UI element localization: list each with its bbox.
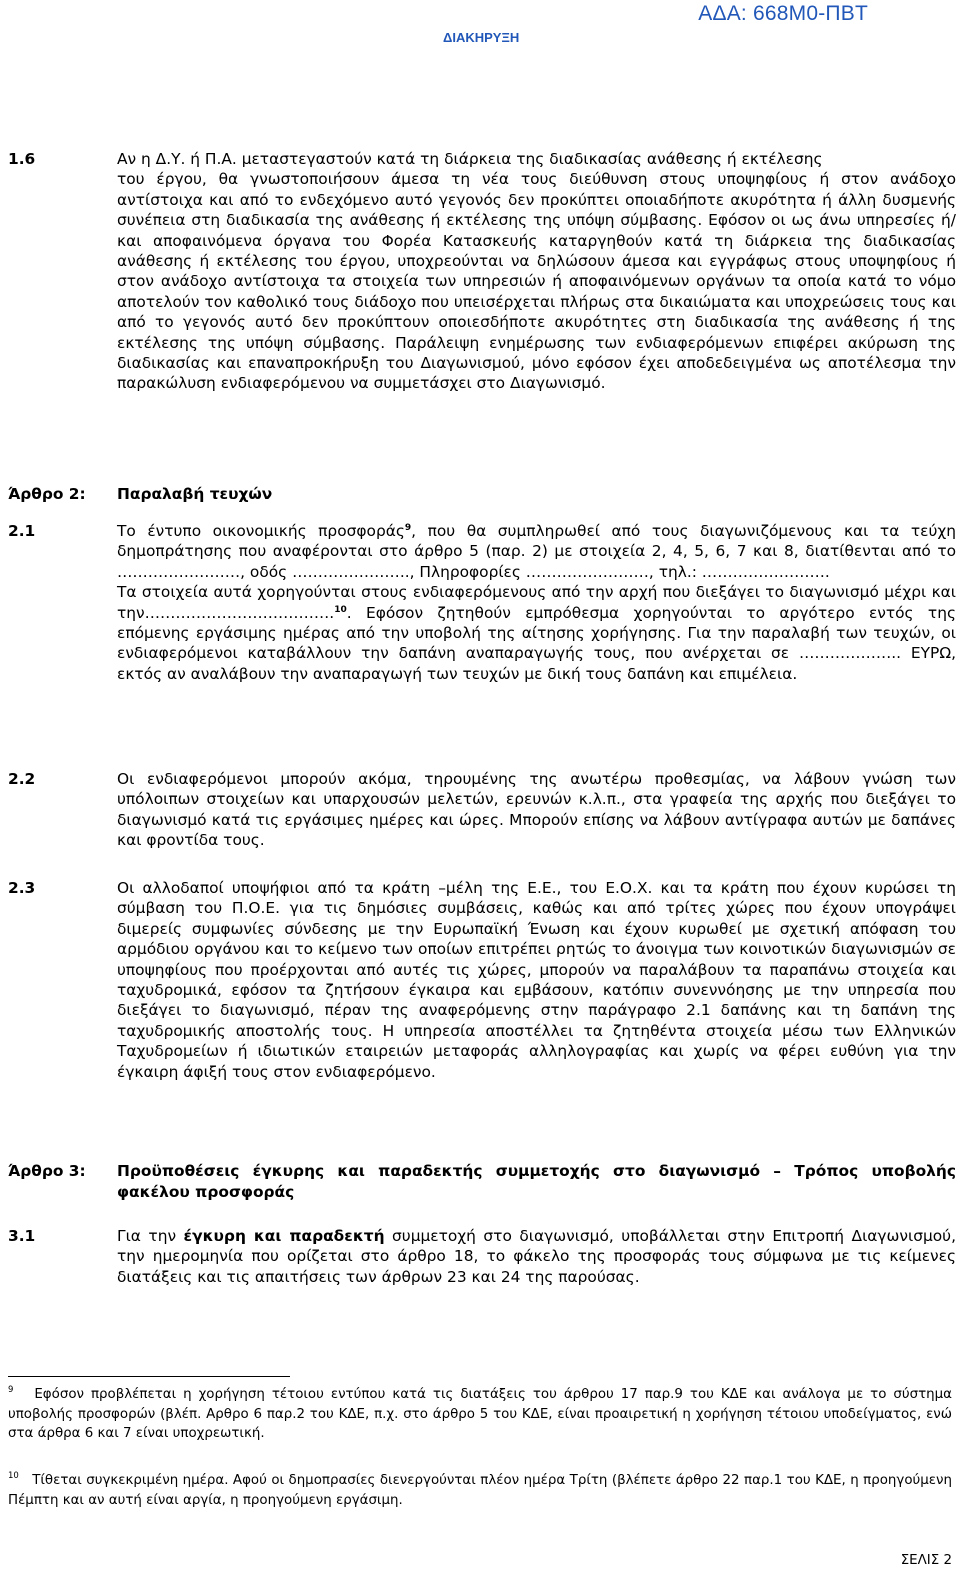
section-number: 3.1 (8, 1227, 36, 1245)
footnote-10 (8, 1471, 952, 1510)
section-number: 2.3 (8, 879, 36, 897)
section-number: 2.2 (8, 770, 36, 788)
section-2-1-text (117, 521, 956, 684)
footnote-text: Εφόσον προβλέπεται η χορήγηση τέτοιου εντύπου κατά τις διατάξεις του άρθρου 17 παρ.9 του ΚΔΕ και ανάλογα με το σύστημα υποβολής προσφορών (βλέπ. Αρθρο 6 παρ.2 του ΚΔΕ, π.χ. στο άρθρο 5 του ΚΔΕ, είναι προαιρετική η χορήγηση τέτοιου υποδείγματος, ενώ στα άρθρα 6 και 7 είναι υποχρεωτική. (8, 1387, 952, 1441)
section-3-1-text (117, 1226, 956, 1287)
footnote-9 (8, 1385, 952, 1444)
footnote-text: Τίθεται συγκεκριμένη ημέρα. Αφού οι δημοπρασίες διενεργούνται πλέον ημέρα Τρίτη (βλέπετε άρθρο 22 παρ.1 του ΚΔΕ, η προηγούμενη Πέμπτη και αν αυτή είναι αργία, η προηγούμενη εργάσιμη. (8, 1473, 952, 1508)
page-number: ΣΕΛΙΣ 2 (900, 1553, 952, 1568)
section-2-3-text: Οι αλλοδαποί υποψήφιοι από τα κράτη –μέλη της Ε.Ε., του Ε.Ο.Χ. και τα κράτη που έχουν κυρώσει τη σύμβαση του Π.Ο.Ε. για τις δημόσιες συμβάσεις, καθώς και από τρίτες χώρες που έχουν υπογράψει διμερείς συμφωνίες σύνδεσης με την Ευρωπαϊκή Ένωση και έχουν κυρωθεί με σχετική απόφαση του αρμόδιου οργάνου και το κείμενο των οποίων επιτρέπει ρητώς το άνοιγμα των κοινοτικών διαγωνισμών σε υποψηφίους που προέρχονται από αυτές τις χώρες, μπορούν να παραλάβουν τα παραπάνω στοιχεία και ταχυδρομικά, εφόσον τα ζητήσουν έγκαιρα και εμβάσουν, κατόπιν συνεννόησης με την υπηρεσία που διεξάγει το διαγωνισμό, πέραν της αναφερόμενης στην παράγραφο 2.1 δαπάνης και τη δαπάνη της ταχυδρομικής αποστολής τους. Η υπηρεσία αποστέλλει τα ζητηθέντα στοιχεία μέσω των Ελληνικών Ταχυδρομείων ή ιδιωτικών εταιρειών μεταφοράς αλληλογραφίας και χωρίς να φέρει ευθύνη για την έγκαιρη άφιξή τους στον ενδιαφερόμενο. (117, 879, 956, 1081)
text-run: . Εφόσον ζητηθούν εμπρόθεσμα χορηγούνται το αργότερο εντός της επόμενης εργάσιμης ημέρας από την υποβολή της αίτησης χορήγησης. Για την παραλαβή των τευχών, οι ενδιαφερόμενοι καταβάλλουν την δαπάνη αναπαραγωγής τους, που ανέρχεται σε ……………….. ΕΥΡΩ, εκτός αν αναλάβουν την αναπαραγωγή των τευχών με δική τους δαπάνη και επιμέλεια. (117, 603, 956, 683)
section-1-6-first-line (8, 149, 956, 169)
text-run: , που θα συμπληρωθεί από τους διαγωνιζόμενους και τα τεύχη δημοπράτησης που αναφέρονται στο άρθρο 5 (παρ. 2) με στοιχεία 2, 4, 5, 6, 7 και 8, διατίθενται από το ……………………, οδός ………………….., Πληροφορίες ……………………, τηλ.: ……………………. (117, 522, 957, 581)
ada-identifier: ΑΔΑ: 668Μ0-ΠΒΤ (698, 2, 868, 25)
article-label: Άρθρο 3: (8, 1162, 86, 1180)
section-1-6-opening: Αν η Δ.Υ. ή Π.Α. μεταστεγαστούν κατά τη διάρκεια της διαδικασίας ανάθεσης ή εκτέλεσης (117, 150, 823, 168)
section-2-1-paragraph-2 (117, 582, 956, 684)
section-number: 2.1 (8, 522, 36, 540)
text-run: Το έντυπο οικονομικής προσφοράς (117, 522, 405, 540)
document-type-label: ΔΙΑΚΗΡΥΞΗ (443, 30, 520, 45)
section-1-6-text: του έργου, θα γνωστοποιήσουν άμεσα τη νέα τους διεύθυνση στους υποψηφίους ή στον ανάδοχο αντίστοιχα και από το ενδεχόμενο αυτό γεγονός δεν προκύπτει οποιαδήποτε ακυρότητα ή άλλη δυσμενής συνέπεια στη διαδικασία της ανάθεσης ή εκτέλεσης της υπόψη σύμβασης. Εφόσον οι ως άνω υπηρεσίες ή/και αποφαινόμενα όργανα του Φορέα Κατασκευής καταργηθούν κατά τη διάρκεια της διαδικασίας ανάθεσης ή εκτέλεσης του έργου, υποχρεούνται να δηλώσουν άμεσα και εγγράφως στους υποψηφίους ή στον ανάδοχο αντίστοιχα τα στοιχεία των υπηρεσιών ή αποφαινόμενων οργάνων τα οποία κατά το νόμο αποτελούν τον καθολικό τους διάδοχο που υπεισέρχεται πλήρως στα δικαιώματα και υποχρεώσεις τους και από το γεγονός αυτό δεν προκύπτουν οποιεσδήποτε ακυρότητες στη διαδικασία της ανάθεσης ή της εκτέλεσης της υπόψη σύμβασης. Παράλειψη ενημέρωσης των ενδιαφερόμενων επιφέρει ακύρωση της διαδικασίας και επαναπροκήρυξη του Διαγωνισμού, μόνο εφόσον έχει αποδεδειγμένα ως αποτέλεσμα την παρακώλυση ενδιαφερόμενου να συμμετάσχει στο Διαγωνισμό. (117, 170, 956, 393)
text-run: Για την (117, 1227, 184, 1245)
footnote-mark: 9 (8, 1385, 14, 1395)
section-number: 1.6 (8, 150, 36, 168)
text-run: συμμετοχή στο διαγωνισμό, υποβάλλεται στην Επιτροπή Διαγωνισμού, την ημερομηνία που ορίζεται στο άρθρο 18, το φάκελο της προσφοράς τους σύμφωνα με τις κείμενες διατάξεις και τις απαιτήσεις των άρθρων 23 και 24 της παρούσας. (117, 1227, 956, 1286)
emphasis-text: έγκυρη και παραδεκτή (183, 1227, 385, 1245)
article-title: Προϋποθέσεις έγκυρης και παραδεκτής συμμετοχής στο διαγωνισμό – Τρόπος υποβολής φακέλου προσφοράς (117, 1162, 956, 1201)
text-run: Τα στοιχεία αυτά χορηγούνται στους ενδιαφερόμενους από την αρχή που διεξάγει το διαγωνισμό μέχρι και την………………………………. (117, 583, 956, 622)
article-label: Άρθρο 2: (8, 485, 86, 503)
section-2-2-text: Οι ενδιαφερόμενοι μπορούν ακόμα, τηρουμένης της ανωτέρω προθεσμίας, να λάβουν γνώση των υπόλοιπων στοιχείων και υπαρχουσών μελετών, ερευνών κ.λ.π., στα γραφεία της αρχής που διεξάγει το διαγωνισμό κατά τις εργάσιμες ημέρες και ώρες. Μπορούν επίσης να λάβουν αντίγραφα αυτών με δαπάνες και φροντίδα τους. (117, 770, 956, 850)
footnote-separator (8, 1376, 290, 1377)
footnote-ref-10[interactable]: 10 (334, 604, 347, 615)
section-2-1-paragraph-1 (117, 521, 956, 582)
footnote-mark: 10 (8, 1471, 19, 1481)
article-title: Παραλαβή τευχών (117, 485, 273, 503)
footnote-ref-9[interactable]: 9 (404, 523, 412, 533)
